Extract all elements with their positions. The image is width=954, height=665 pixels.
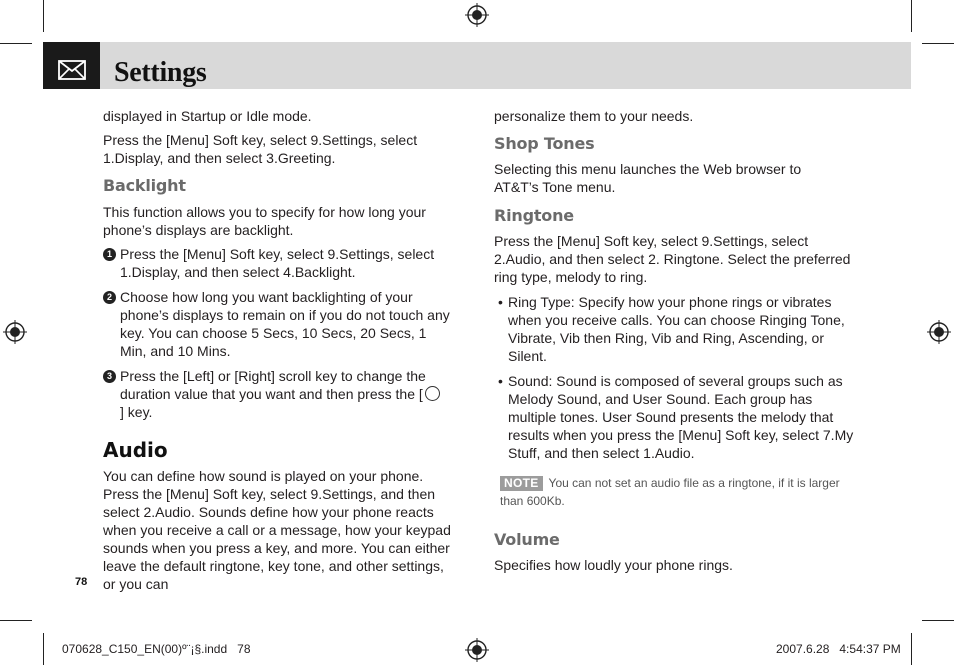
left-intro-1 (103, 107, 453, 125)
step-3 (103, 367, 443, 421)
section-heading-shop-tones: Shop Tones (494, 134, 595, 153)
step-text-before: Press the [Left] or [Right] scroll key to change the duration value that you want and then press the [ (120, 368, 426, 402)
section-heading-volume: Volume (494, 530, 560, 549)
note-text: You can not set an audio file as a ringtone, if it is larger than 600Kb. (500, 476, 840, 508)
section-heading-backlight: Backlight (103, 176, 186, 195)
step-text (120, 367, 443, 421)
timestamp: 2007.6.28 4:54:37 PM (776, 642, 901, 656)
note-badge: NOTE (500, 476, 543, 491)
crop-mark (0, 620, 32, 621)
step-text: Choose how long you want backlighting of your phone’s displays to remain on if you do not touch any key. You can choose 5 Secs, 10 Secs, 20 Secs, 1 Min, and 10 Mins. (120, 289, 450, 359)
registration-mark-icon (3, 320, 27, 344)
section-heading-ringtone: Ringtone (494, 206, 574, 225)
left-intro-2 (103, 131, 433, 167)
bullet-dot: • (498, 294, 503, 310)
crop-mark (911, 633, 912, 665)
bullet-ring-type (498, 293, 852, 365)
registration-mark-icon (927, 320, 951, 344)
paragraph: personalize them to your needs. (494, 108, 694, 124)
right-intro (494, 107, 854, 125)
crop-mark (43, 0, 44, 32)
step-text: Press the [Menu] Soft key, select 9.Settings, select 1.Display, and then select 4.Backlight. (120, 246, 435, 280)
volume-description (494, 556, 854, 574)
step-text-after: ] key. (120, 404, 153, 420)
crop-mark (0, 43, 32, 44)
backlight-description (103, 203, 433, 239)
step-number-icon: 3 (103, 370, 116, 383)
registration-mark-icon (465, 3, 489, 27)
step-2 (103, 288, 455, 360)
shop-tones-description (494, 160, 844, 196)
page-title: Settings (114, 57, 207, 88)
bullet-dot: • (498, 373, 503, 389)
step-number-icon: 2 (103, 291, 116, 304)
paragraph: This function allows you to specify for how long your phone’s displays are backlight. (103, 204, 426, 238)
audio-description (103, 467, 455, 593)
paragraph: Selecting this menu launches the Web browser to AT&T’s Tone menu. (494, 161, 802, 195)
file-info: 070628_C150_EN(00)º¨¡§.indd 78 (62, 642, 251, 656)
paragraph: displayed in Startup or Idle mode. (103, 108, 312, 124)
crop-mark (922, 620, 954, 621)
note-box (500, 473, 850, 509)
crop-mark (922, 43, 954, 44)
envelope-icon (58, 60, 86, 80)
step-1 (103, 245, 453, 281)
paragraph: Press the [Menu] Soft key, select 9.Settings, select 1.Display, and then select 3.Greeting. (103, 132, 418, 166)
crop-mark (911, 0, 912, 32)
registration-mark-icon (465, 638, 489, 662)
section-heading-audio: Audio (103, 438, 168, 462)
paragraph: You can define how sound is played on your phone. Press the [Menu] Soft key, select 9.Settings, and then select 2.Audio. Sounds define how your phone reacts when you receive a call or a message, how your keypad sounds when you press a key, and more. You can either leave the default ringtone, key tone, and other settings, or you can (103, 468, 451, 592)
ringtone-description (494, 232, 854, 286)
paragraph: Press the [Menu] Soft key, select 9.Settings, select 2.Audio, and then select 2. Ringtone. Select the preferred ring type, melody to ring. (494, 233, 851, 285)
bullet-text: Ring Type: Specify how your phone rings or vibrates when you receive calls. You can choose Ringing Tone, Vibrate, Vib then Ring, Vib and Ring, Ascending, or Silent. (508, 294, 845, 364)
paragraph: Specifies how loudly your phone rings. (494, 557, 733, 573)
step-number-icon: 1 (103, 248, 116, 261)
page-number: 78 (75, 576, 88, 588)
crop-mark (43, 633, 44, 665)
bullet-sound (498, 372, 854, 462)
bullet-text: Sound: Sound is composed of several groups such as Melody Sound, and User Sound. Each group has multiple tones. User Sound presents the melody that results when you press the [Menu] Soft key, select 7.My Stuff, and then select 1.Audio. (508, 373, 854, 461)
ok-key-icon (425, 386, 440, 401)
header-band (100, 42, 911, 89)
